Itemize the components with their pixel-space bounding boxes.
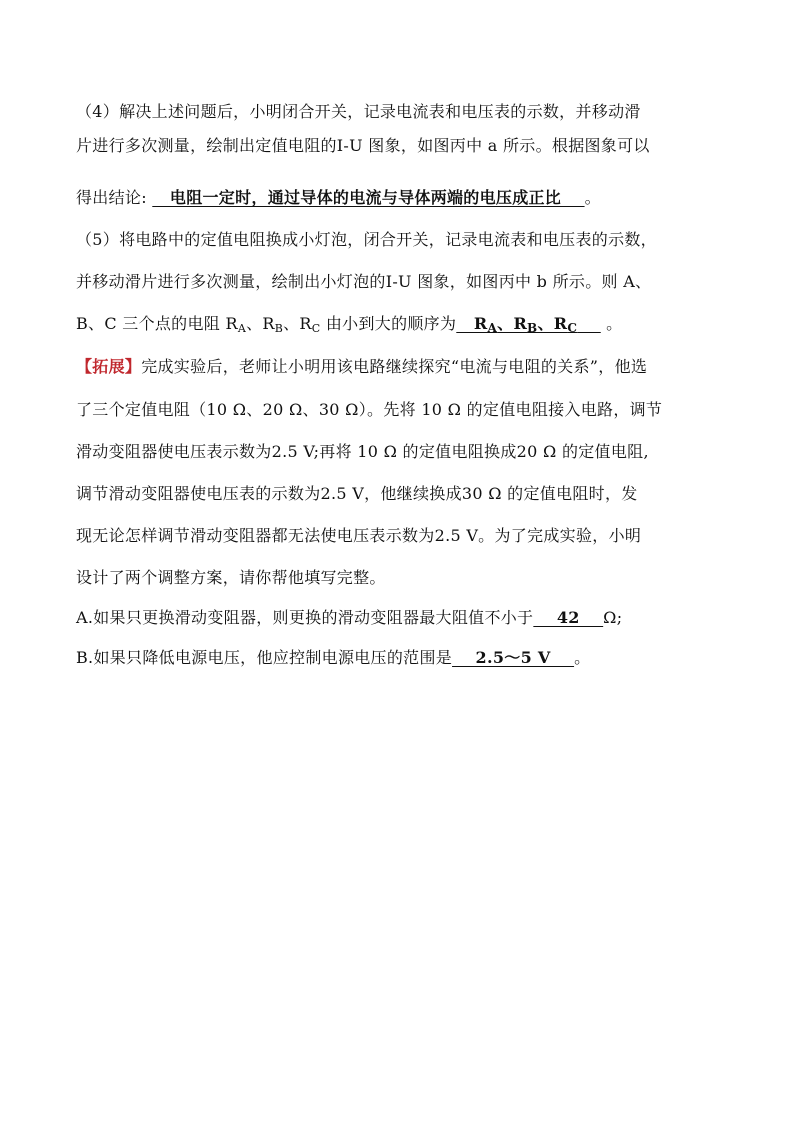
option-b-suffix: 。 — [574, 648, 591, 667]
ext-line-1 — [76, 357, 647, 377]
ext-text-6: 设计了两个调整方案，请你帮他填写完整。 — [76, 568, 386, 587]
q5-suffix: 。 — [600, 314, 623, 333]
ext-text-5: 现无论怎样调节滑动变阻器都无法使电压表示数为2.5 V。为了完成实验，小明 — [76, 526, 642, 545]
q5-sub-c: C — [311, 322, 321, 335]
ext-text-4: 调节滑动变阻器使电压表的示数为2.5 V，他继续换成30 Ω 的定值电阻时，发 — [76, 484, 638, 503]
option-b-text: B.如果只降低电源电压，他应控制电源电压的范围是 — [76, 648, 453, 667]
q5-line-3 — [76, 314, 622, 334]
ext-text-3: 滑动变阻器使电压表示数为2.5 V;再将 10 Ω 的定值电阻换成20 Ω 的定值电阻, — [76, 442, 649, 461]
option-b-line — [76, 648, 590, 668]
q4-line-1 — [76, 102, 641, 122]
extension-tag: 【拓展】 — [76, 357, 142, 376]
ext-line-2 — [76, 400, 662, 420]
option-b-answer: 2.5～5 V — [452, 648, 575, 667]
q4-answer: 电阻一定时，通过导体的电流与导体两端的电压成正比 — [152, 188, 585, 207]
q4-conclusion-line — [76, 188, 601, 208]
q5-line-2 — [76, 272, 651, 292]
option-a-answer: 42 — [533, 608, 604, 627]
option-a-line — [76, 608, 622, 628]
ext-line-5 — [76, 526, 641, 546]
q5-sep-2: 、R — [283, 314, 312, 333]
ext-text-2: 了三个定值电阻（10 Ω、20 Ω、30 Ω）。先将 10 Ω 的定值电阻接入电路，调节 — [76, 400, 663, 419]
q5-text-3: B、C 三个点的电阻 R — [76, 314, 238, 333]
q4-text-1: （4）解决上述问题后，小明闭合开关，记录电流表和电压表的示数，并移动滑 — [76, 102, 641, 121]
q5-sub-a: A — [237, 322, 247, 335]
option-a-text: A.如果只更换滑动变阻器，则更换的滑动变阻器最大阻值不小于 — [76, 608, 534, 627]
ext-text-1: 完成实验后，老师让小明用该电路继续探究“电流与电阻的关系”，他选 — [141, 357, 648, 376]
q5-answer: $R_A$、$R_B$、$R_C$ — [456, 314, 578, 335]
q4-text-2: 片进行多次测量，绘制出定值电阻的I-U 图象，如图丙中 a 所示。根据图象可以 — [76, 136, 650, 155]
option-a-unit: Ω; — [603, 608, 623, 627]
ext-line-4 — [76, 484, 638, 504]
q4-line-2 — [76, 136, 650, 156]
ext-line-3 — [76, 442, 649, 462]
q5-text-1: （5）将电路中的定值电阻换成小灯泡，闭合开关，记录电流表和电压表的示数， — [76, 230, 657, 249]
q5-text-2: 并移动滑片进行多次测量，绘制出小灯泡的I-U 图象，如图丙中 b 所示。则 A、 — [76, 272, 652, 291]
q4-conclusion-prefix: 得出结论: — [76, 188, 153, 207]
ext-line-6 — [76, 568, 386, 588]
q5-order-label: 由小到大的顺序为 — [320, 314, 457, 333]
q5-sub-b: B — [274, 322, 284, 335]
q5-sep-1: 、R — [246, 314, 275, 333]
q5-line-1 — [76, 230, 657, 250]
q4-conclusion-suffix: 。 — [584, 188, 601, 207]
